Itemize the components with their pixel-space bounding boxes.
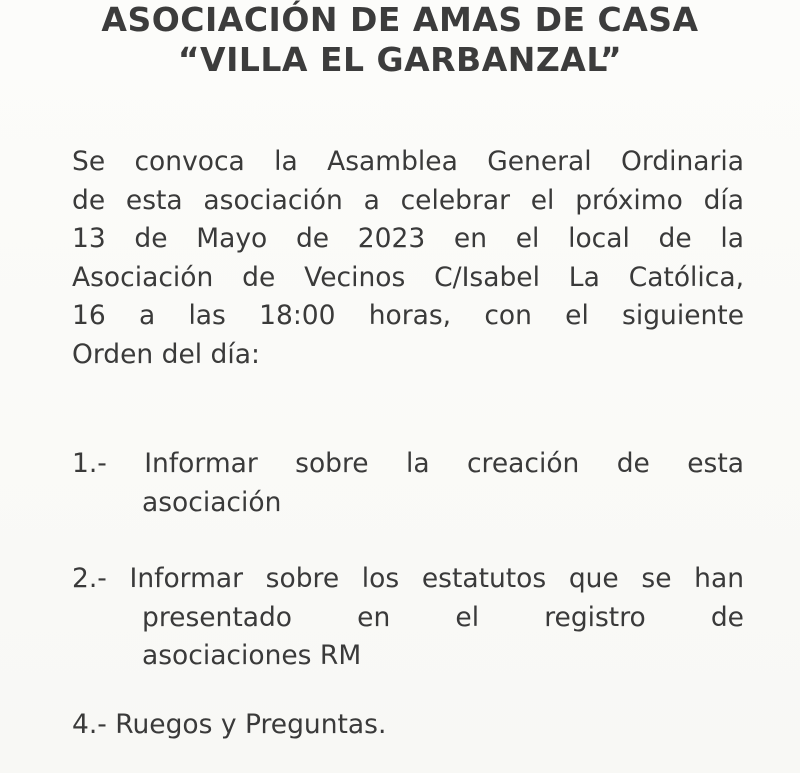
agenda-item-line: asociaciones RM [142,640,362,671]
title-line-2: “VILLA EL GARBANZAL” [177,40,623,79]
intro-paragraph [72,143,744,374]
intro-line: de esta asociación a celebrar el próximo día [72,184,744,216]
intro-line: 16 a las 18:00 horas, con el siguiente [72,300,744,331]
agenda-item-2 [72,560,744,676]
intro-line: 13 de Mayo de 2023 en el local de la [72,223,744,254]
agenda-item-1 [72,445,744,522]
agenda-item-line: asociación [142,486,282,518]
agenda-item-4 [72,706,744,745]
intro-line: Asociación de Vecinos C/Isabel La Católica, [72,261,744,293]
intro-line: Orden del día: [72,338,260,370]
agenda-item-line: presentado en el registro de [142,601,744,633]
agenda-item-line: 2.- Informar sobre los estatutos que se han [72,563,744,594]
agenda-item-line: 1.- Informar sobre la creación de esta [72,448,744,479]
title-line-1: ASOCIACIÓN DE AMAS DE CASA [101,0,699,39]
intro-line: Se convoca la Asamblea General Ordinaria [72,146,744,177]
agenda-item-line: 4.- Ruegos y Preguntas. [72,709,387,740]
